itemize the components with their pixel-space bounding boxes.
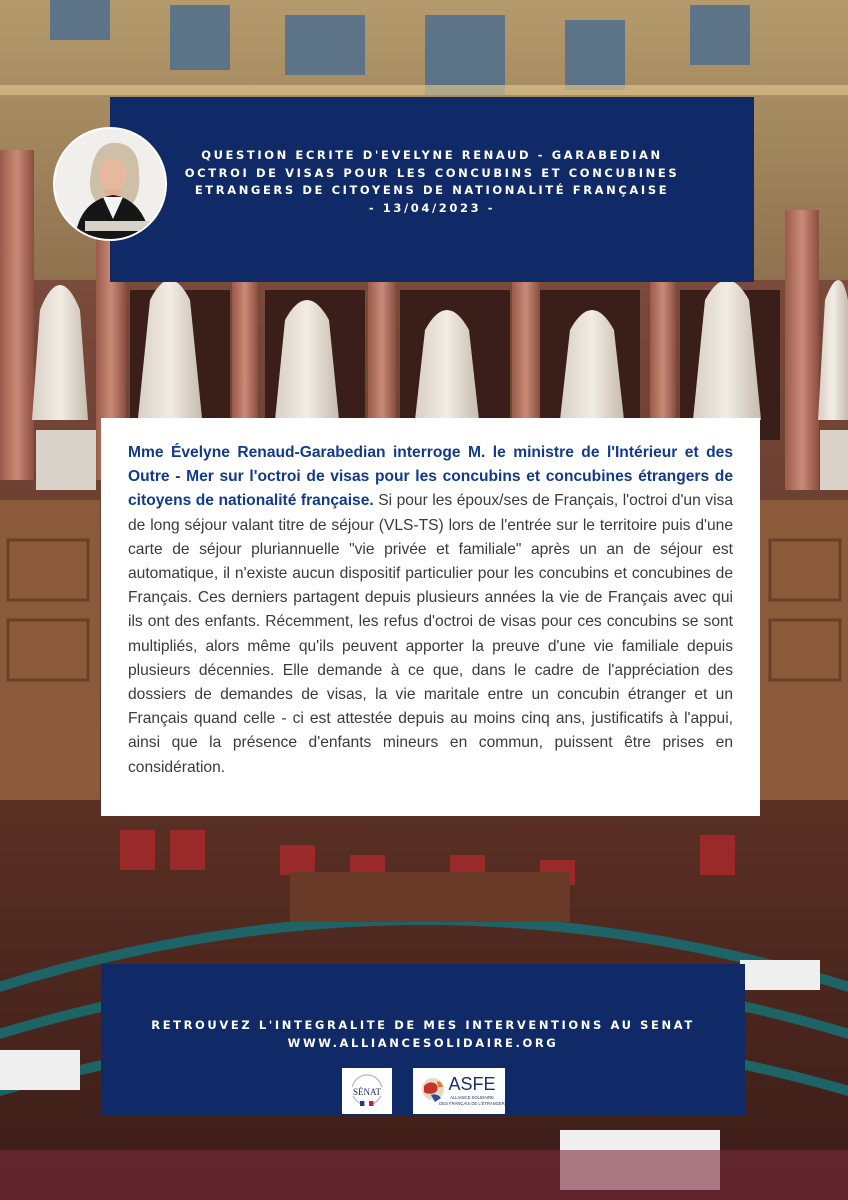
footer-text: [101, 1016, 745, 1052]
portrait-icon: [55, 129, 165, 239]
asfe-logo: [413, 1068, 505, 1114]
website-link[interactable]: WWW.ALLIANCESOLIDAIRE.ORG: [287, 1036, 559, 1050]
header-banner: [110, 97, 754, 282]
avatar: [53, 127, 167, 241]
asfe-tagline-1: ALLIANCE SOLIDAIRE: [450, 1095, 494, 1100]
question-lead: Mme Évelyne Renaud-Garabedian interroge M. le ministre de l'Intérieur et des Outre - Mer sur l'octroi de visas pour les concubins et concubines étrangers de citoyens de nationalité française.: [128, 444, 733, 510]
senat-logo: [342, 1068, 392, 1114]
header-title: [110, 147, 754, 217]
senat-logo-icon: [342, 1068, 392, 1114]
senat-logo-label: SÉNAT: [352, 1087, 382, 1097]
header-line-1: QUESTION ECRITE D'EVELYNE RENAUD - GARABEDIAN: [201, 148, 663, 162]
asfe-tagline-2: DES FRANÇAIS DE L'ÉTRANGER: [439, 1101, 505, 1106]
footer-banner: [101, 964, 745, 1115]
question-card: [101, 418, 760, 816]
asfe-logo-label: ASFE: [448, 1074, 496, 1094]
header-line-3: ETRANGERS DE CITOYENS DE NATIONALITÉ FRANÇAISE: [194, 183, 670, 197]
footer-line-1: RETROUVEZ L'INTEGRALITE DE MES INTERVENTIONS AU SENAT: [151, 1018, 695, 1032]
header-date: - 13/04/2023 -: [368, 200, 496, 215]
asfe-logo-icon: [413, 1068, 505, 1114]
question-text: [128, 441, 733, 780]
header-line-2: OCTROI DE VISAS POUR LES CONCUBINS ET CONCUBINES: [184, 165, 680, 180]
question-body: Si pour les époux/ses de Français, l'octroi d'un visa de long séjour valant titre de séjour (VLS-TS) lors de l'entrée sur le territoire puis d'une carte de séjour pluriannuelle "vie privée et familiale" après un an de séjour est automatique, il n'existe aucun dispositif particulier pour les concubins et concubines de Français. Ces derniers partagent depuis plusieurs années la vie de Français avec qui ils ont des enfants. Récemment, les refus d'octroi de visas pour ces concubins se sont multipliés, alors même qu'ils peuvent apporter la preuve d'une vie familiale depuis plusieurs décennies. Elle demande à ce que, dans le cadre de l'appréciation des dossiers de demandes de visas, la vie maritale entre un concubin étranger et un Français quand celle - ci est attestée depuis au moins cinq ans, justificatifs à l'appui, ainsi que la présence d'enfants mineurs en commun, puissent être prises en considération.: [128, 492, 733, 776]
